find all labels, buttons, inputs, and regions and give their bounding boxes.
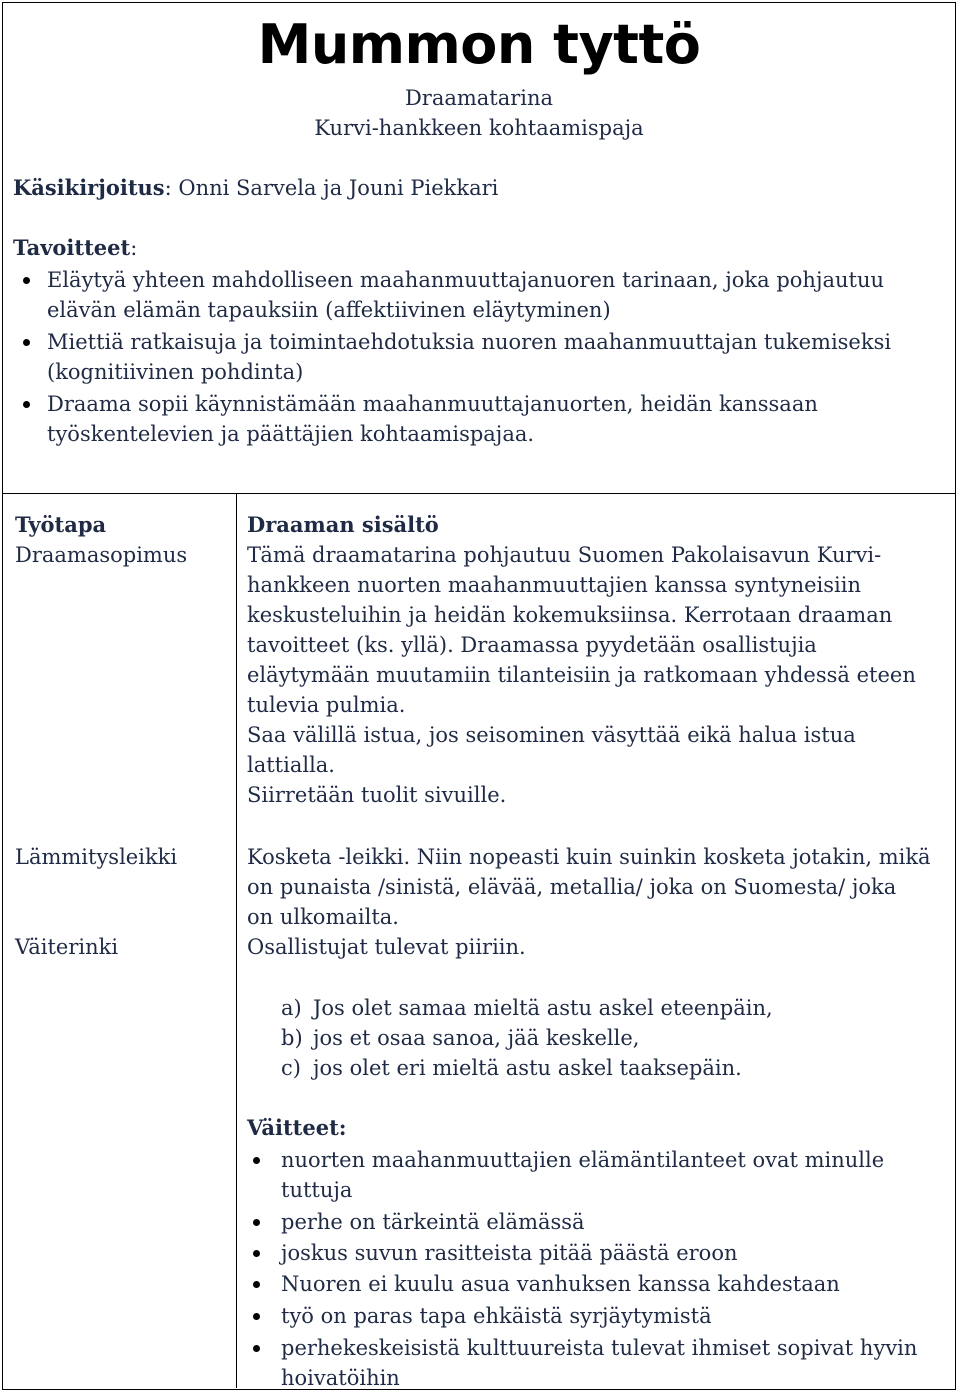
content-contract: Tämä draamatarina pohjautuu Suomen Pakolaisavun Kurvi- hankkeen nuorten maahanmuuttajien kanssa syntyneisiin keskusteluihin ja heidän kokemuksiinsa. Kerrotaan draaman tavoitteet (ks. yllä). Draamassa pyydetään osallistujia eläytymään muutamiin tilanteisiin ja ratkomaan yhdessä eteen tulevia pulmia. Saa välillä istua, jos seisominen väsyttää eikä halua istua lattialla. Siirretään tuolit sivuille. bbox=[247, 543, 916, 807]
option-text: jos et osaa sanoa, jää keskelle, bbox=[313, 1026, 640, 1050]
method-contract: Draamasopimus bbox=[15, 543, 188, 567]
claim-text: nuorten maahanmuuttajien elämäntilanteet ovat minulle tuttuja bbox=[281, 1148, 885, 1202]
bullet-icon bbox=[23, 401, 30, 408]
goal-text: Draama sopii käynnistämään maahanmuuttajanuorten, heidän kanssaan työskentelevien ja päättäjien kohtaamispajaa. bbox=[47, 392, 818, 446]
option-text: Jos olet samaa mieltä astu askel eteenpäin, bbox=[313, 996, 773, 1020]
option-text: jos olet eri mieltä astu askel taaksepäin. bbox=[313, 1056, 742, 1080]
bullet-icon bbox=[253, 1281, 260, 1288]
bullet-icon bbox=[253, 1313, 260, 1320]
option-label: a) bbox=[281, 996, 302, 1020]
bullet-icon bbox=[23, 339, 30, 346]
option-label: c) bbox=[281, 1056, 301, 1080]
content-statement-ring: Osallistujat tulevat piiriin. bbox=[247, 935, 526, 959]
document-page bbox=[2, 2, 956, 1390]
script-authors: : Onni Sarvela ja Jouni Piekkari bbox=[164, 176, 499, 200]
claim-text: työ on paras tapa ehkäistä syrjäytymistä bbox=[281, 1304, 712, 1328]
script-label: Käsikirjoitus bbox=[13, 175, 165, 200]
option-item bbox=[281, 993, 773, 1023]
bullet-icon bbox=[253, 1345, 260, 1352]
script-credit bbox=[13, 173, 498, 203]
subtitle-genre: Draamatarina bbox=[404, 86, 554, 110]
option-item bbox=[281, 1023, 639, 1053]
bullet-icon bbox=[253, 1250, 260, 1257]
bullet-icon bbox=[23, 277, 30, 284]
column-header-method: Työtapa bbox=[15, 512, 107, 537]
claim-text: perhekeskeisistä kulttuureista tulevat ihmiset sopivat hyvin hoivatöihin bbox=[281, 1336, 918, 1390]
goals-label: Tavoitteet bbox=[13, 235, 131, 260]
method-warmup: Lämmitysleikki bbox=[15, 845, 178, 869]
bullet-icon bbox=[253, 1219, 260, 1226]
claim-text: Nuoren ei kuulu asua vanhuksen kanssa kahdestaan bbox=[281, 1272, 840, 1296]
method-statement-ring: Väiterinki bbox=[15, 935, 119, 959]
bullet-icon bbox=[253, 1157, 260, 1164]
content-warmup: Kosketa -leikki. Niin nopeasti kuin suinkin kosketa jotakin, mikä on punaista /sinistä, elävää, metallia/ joka on Suomesta/ joka on ulkomailta. bbox=[247, 845, 931, 929]
page-title: Mummon tyttö bbox=[257, 13, 701, 76]
claims-heading: Väitteet: bbox=[247, 1115, 347, 1140]
option-label: b) bbox=[281, 1026, 303, 1050]
goals-colon: : bbox=[130, 236, 138, 260]
goals-heading bbox=[13, 233, 137, 263]
goal-text: Eläytyä yhteen mahdolliseen maahanmuuttajanuoren tarinaan, joka pohjautuu elävän elämän tapauksiin (affektiivinen eläytyminen) bbox=[47, 268, 884, 322]
column-header-content: Draaman sisältö bbox=[247, 512, 439, 537]
header-box bbox=[3, 3, 955, 494]
option-item bbox=[281, 1053, 742, 1083]
subtitle-project: Kurvi-hankkeen kohtaamispaja bbox=[314, 116, 644, 140]
goal-text: Miettiä ratkaisuja ja toimintaehdotuksia nuoren maahanmuuttajan tukemiseksi (kognitiivinen pohdinta) bbox=[47, 330, 892, 384]
claim-text: joskus suvun rasitteista pitää päästä eroon bbox=[281, 1241, 738, 1265]
claim-text: perhe on tärkeintä elämässä bbox=[281, 1210, 585, 1234]
column-divider bbox=[236, 493, 237, 1388]
